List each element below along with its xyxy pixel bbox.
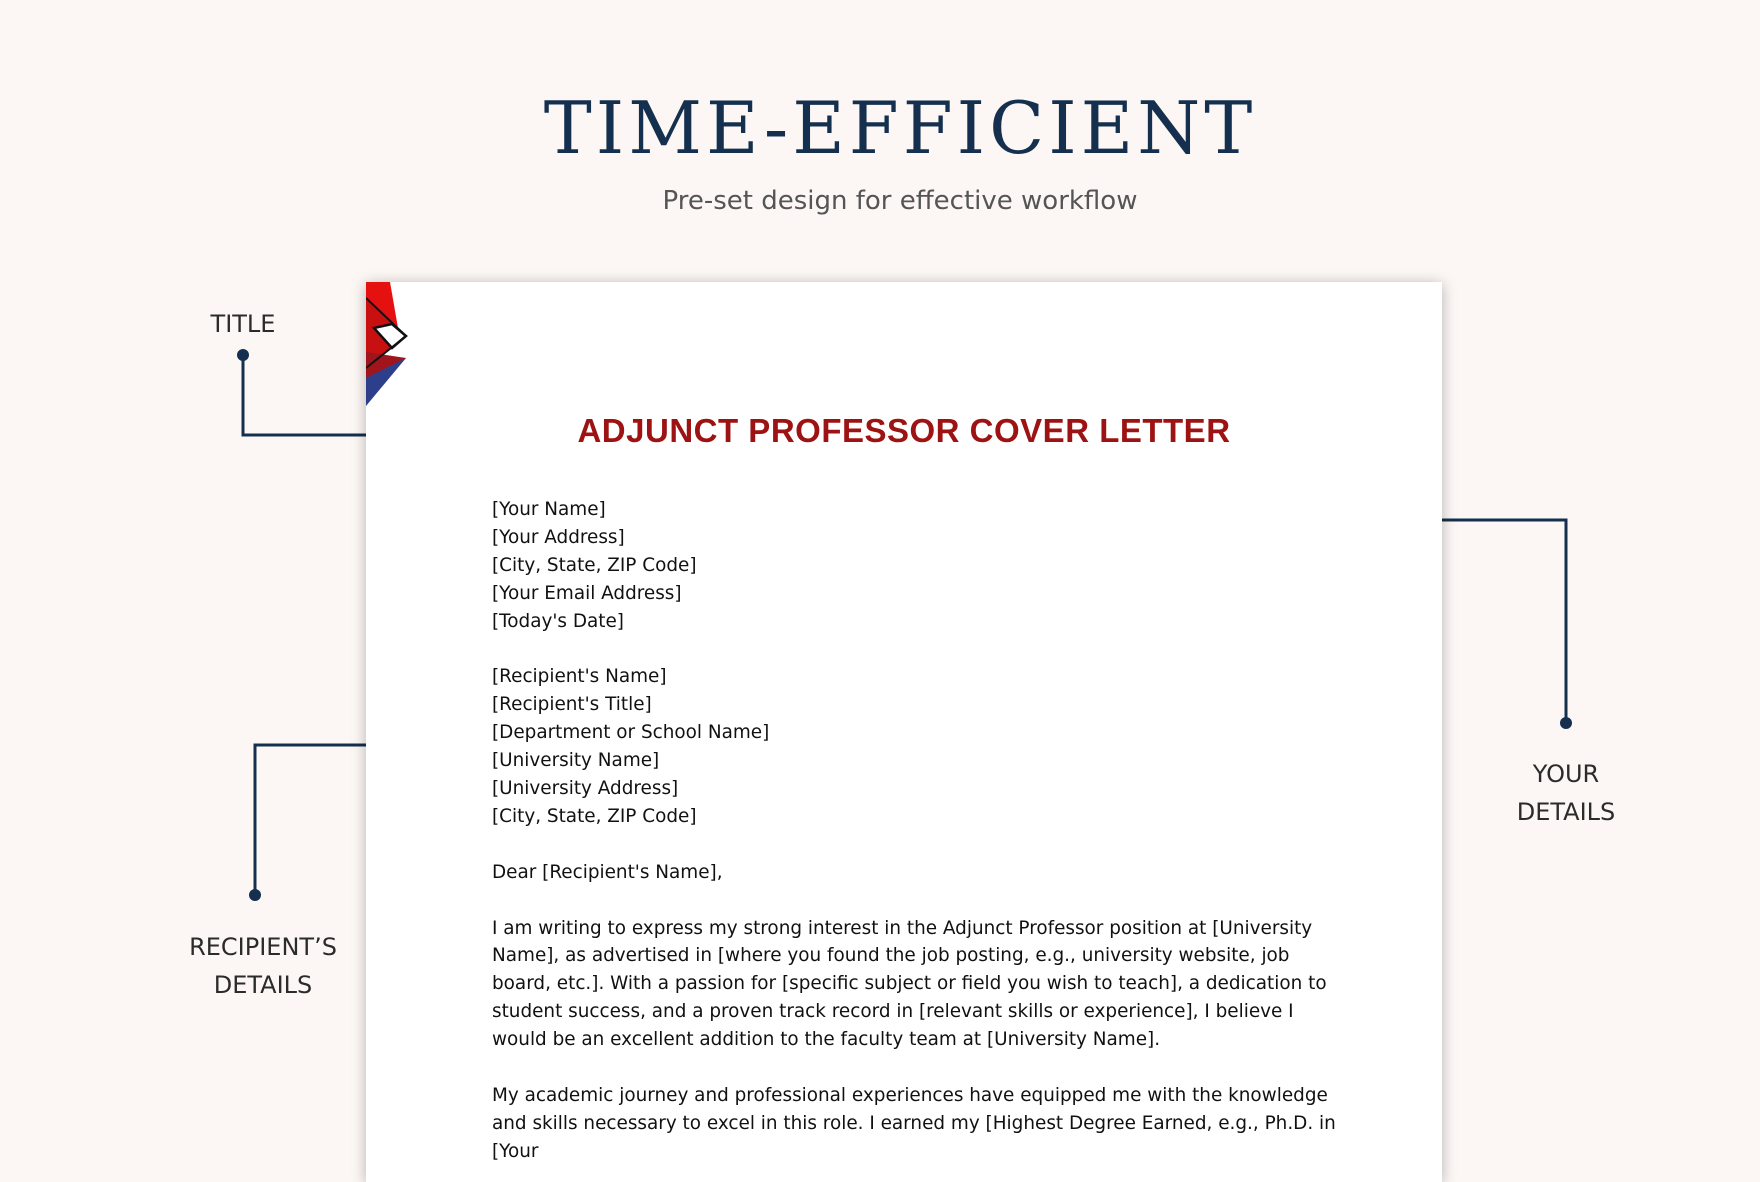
title-callout-text: TITLE	[210, 310, 276, 338]
recipient-details-line-2: DETAILS	[213, 971, 313, 999]
page-subtitle: Pre-set design for effective workflow	[662, 186, 1138, 216]
recipient-details-callout-label	[178, 928, 348, 1004]
title-connector-dot	[237, 349, 249, 361]
sender-address: [Your Address]	[492, 526, 625, 548]
sender-city-state-zip: [City, State, ZIP Code]	[492, 554, 697, 576]
sender-email: [Your Email Address]	[492, 582, 682, 604]
your-details-callout-label	[1496, 755, 1636, 831]
page-title: TIME-EFFICIENT	[543, 86, 1257, 170]
letter-body	[492, 496, 1342, 1182]
sender-details	[492, 496, 1342, 636]
recipient-details	[492, 663, 1342, 830]
salutation: Dear [Recipient's Name],	[492, 861, 723, 883]
body-paragraph-2: My academic journey and professional experiences have equipped me with the knowledge and skills necessary to excel in this role. I earned my [Highest Degree Earned, e.g., Ph.D. in [Your	[492, 1084, 1336, 1162]
recipient-name: [Recipient's Name]	[492, 666, 667, 688]
body-paragraph-1: I am writing to express my strong interest in the Adjunct Professor position at [University Name], as advertised in [where you found the job posting, e.g., university website, job board, etc.]. With a passion for [specific subject or field you wish to teach], a dedication to student success, and a proven track record in [relevant skills or experience], I believe I would be an excellent addition to the faculty team at [University Name].	[492, 917, 1327, 1051]
corner-logo-icon	[366, 282, 414, 406]
recipient-connector-dot	[249, 889, 261, 901]
your-details-line-1: YOUR	[1532, 760, 1600, 788]
recipient-department: [Department or School Name]	[492, 722, 770, 744]
letter-document	[366, 282, 1442, 1182]
title-callout-label	[193, 305, 293, 343]
recipient-address: [University Address]	[492, 778, 679, 800]
recipient-title: [Recipient's Title]	[492, 694, 652, 716]
recipient-university: [University Name]	[492, 750, 660, 772]
recipient-details-line-1: RECIPIENT’S	[189, 933, 337, 961]
your-details-line-2: DETAILS	[1516, 798, 1616, 826]
letter-date: [Today's Date]	[492, 610, 624, 632]
recipient-city-state-zip: [City, State, ZIP Code]	[492, 805, 697, 827]
sender-name: [Your Name]	[492, 499, 606, 520]
letter-title: ADJUNCT PROFESSOR COVER LETTER	[577, 412, 1231, 449]
your-details-connector-dot	[1560, 717, 1572, 729]
